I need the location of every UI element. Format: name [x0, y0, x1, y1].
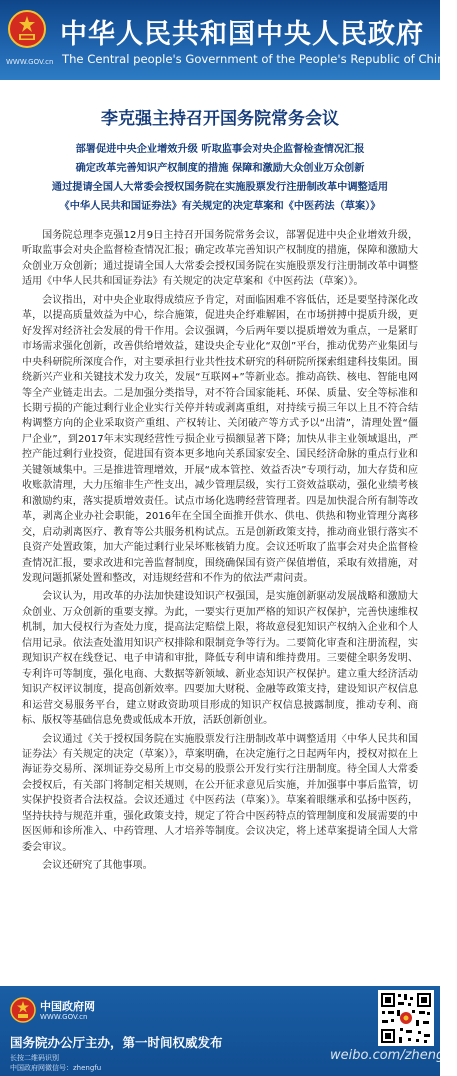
subtitle-line: 部署促进中央企业增效升级 听取监事会对央企监督检查情况汇报	[75, 144, 365, 155]
article-paragraph: 会议指出，对中央企业取得成绩应予肯定，对面临困难不容低估，还是要坚持深化改革，以提高质量效益为中心，综合施策，促进央企纾难解困，在市场拼搏中提质升级，更好发挥对经济社会发展的骨干作用。会议强调，今后两年要以提质增效为重点，一是紧盯市场需求强化创新，改善供给增效益，建设央企专业化“双创”平台，推动优势产业集团与中央科研院所深度合作，对主要承担行业共性技术研究的科研院所探索组建科技集团。围绕新兴产业和关键技术发力攻关，发展“互联网+”等新业态。推动高铁、核电、智能电网等全产业链走出去。二是加强分类指导，对不符合国家能耗、环保、质量、安全等标准和长期亏损的产能过剩行业企业实行关停并转或剥离重组，对持续亏损三年以上且不符合结构调整方向的企业采取资产重组、产权转让、关闭破产等方式予以“出清”，清理处置“僵尸企业”，到2017年末实现经营性亏损企业亏损额显著下降；加快从非主业领域退出，严控产能过剩行业投资，促进国有资本更多地向关系国家安全、国民经济命脉的重点行业和关键领域集中。三是推进管理增效，开展“成本管控、效益否决”专项行动，加大存货和应收账款清理，大力压缩非生产性支出，减少管理层级，实行工资效益联动，强化业绩考核和激励约束，落实提质增效责任。试点市场化选聘经营管理者。四是加快混合所有制等改革，剥离企业办社会职能，2016年在全国全面推开供水、供电、供热和物业管理分离移交，启动剥离医疗、教育等公共服务机构试点。五是创新政策支持，推动商业银行落实不良资产处置政策，加大产能过剩行业呆坏账核销力度。会议还听取了监事会对央企监督检查情况汇报，要求改进和完善监督制度，围绕确保国有资产保值增值，采取有效措施，对发现问题抓紧处置和整改，对违规经营和不作为的依法严肃问责。	[22, 294, 418, 584]
footer-logo-text: 中国政府网	[40, 1000, 95, 1013]
article-title: 李克强主持召开国务院常务会议	[101, 109, 339, 129]
qr-hint: 长按二维码识别	[10, 1054, 59, 1062]
national-emblem-icon	[8, 10, 46, 48]
site-title-en: The Central people's Government of the People's Republic of China	[62, 52, 452, 66]
site-header	[0, 0, 452, 80]
gov-site-url[interactable]: WWW.GOV.cn	[6, 58, 54, 66]
qr-code-icon[interactable]	[378, 990, 434, 1046]
weibo-watermark: weibo.com/zhengfu	[330, 1048, 457, 1063]
article-subtitles	[24, 140, 416, 216]
article-paragraph: 会议认为，用改革的办法加快建设知识产权强国，是实施创新驱动发展战略和激励大众创业、万众创新的重要支撑。为此，一要实行更加严格的知识产权保护，完善快速维权机制，加大侵权行为查处力度，提高法定赔偿上限，将故意侵犯知识产权纳入企业和个人信用记录。依法查处滥用知识产权排除和限制竞争等行为。二要简化审查和注册流程，实现知识产权在线登记、电子申请和审批，降低专利申请和维持费用。三要健全职务发明、专利许可等制度，强化电商、大数据等新领域、新业态知识产权保护。建立重大经济活动知识产权评议制度，提高创新效率。四要加大财税、金融等政策支持，建设知识产权信息和运营交易服务平台，建立财政资助项目形成的知识产权信息披露制度，推动专利、商标、版权等基础信息免费或低成本开放，活跃创新创业。	[22, 591, 418, 727]
site-footer	[0, 986, 457, 1076]
footer-slogan: 国务院办公厅主办，第一时间权威发布	[10, 1035, 223, 1050]
article-paragraph: 会议通过《关于授权国务院在实施股票发行注册制改革中调整适用〈中华人民共和国证券法〉有关规定的决定（草案）》，草案明确，在决定施行之日起两年内，授权对拟在上海证券交易所、深圳证券交易所上市交易的股票公开发行实行注册制度。待全国人大常委会授权后，有关部门将制定相关规则，在公开征求意见后实施，并加强事中事后监管，切实保护投资者合法权益。会议还通过《中医药法（草案）》。草案着眼继承和弘扬中医药，坚持扶持与规范并重，强化政策支持，规定了符合中医药特点的管理制度和发展需要的中医医师和诊所准入、中药管理、人才培养等制度。会议决定，将上述草案提请全国人大常委会审议。	[22, 733, 418, 853]
subtitle-line: 通过提请全国人大常委会授权国务院在实施股票发行注册制改革中调整适用	[51, 182, 389, 193]
site-title-cn: 中华人民共和国中央人民政府	[60, 19, 424, 50]
wechat-account: 中国政府网微信号：zhengfu	[10, 1064, 102, 1072]
article-paragraph: 会议还研究了其他事项。	[42, 860, 153, 872]
article-body	[22, 228, 418, 877]
subtitle-line: 《中华人民共和国证券法》有关规定的决定草案和《中医药法（草案）》	[59, 201, 381, 212]
article-paragraph: 国务院总理李克强12月9日主持召开国务院常务会议，部署促进中央企业增效升级，听取监事会对央企监督检查情况汇报；确定改革完善知识产权制度的措施，保障和激励大众创业万众创新；通过提请全国人大常委会授权国务院在实施股票发行注册制改革中调整适用《中华人民共和国证券法》有关规定的决定草案和《中医药法（草案）》。	[22, 230, 418, 288]
footer-site-url[interactable]: WWW.GOV.cn	[40, 1013, 88, 1021]
national-emblem-icon	[10, 997, 36, 1023]
subtitle-line: 确定改革完善知识产权制度的措施 保障和激励大众创业万众创新	[75, 163, 365, 174]
